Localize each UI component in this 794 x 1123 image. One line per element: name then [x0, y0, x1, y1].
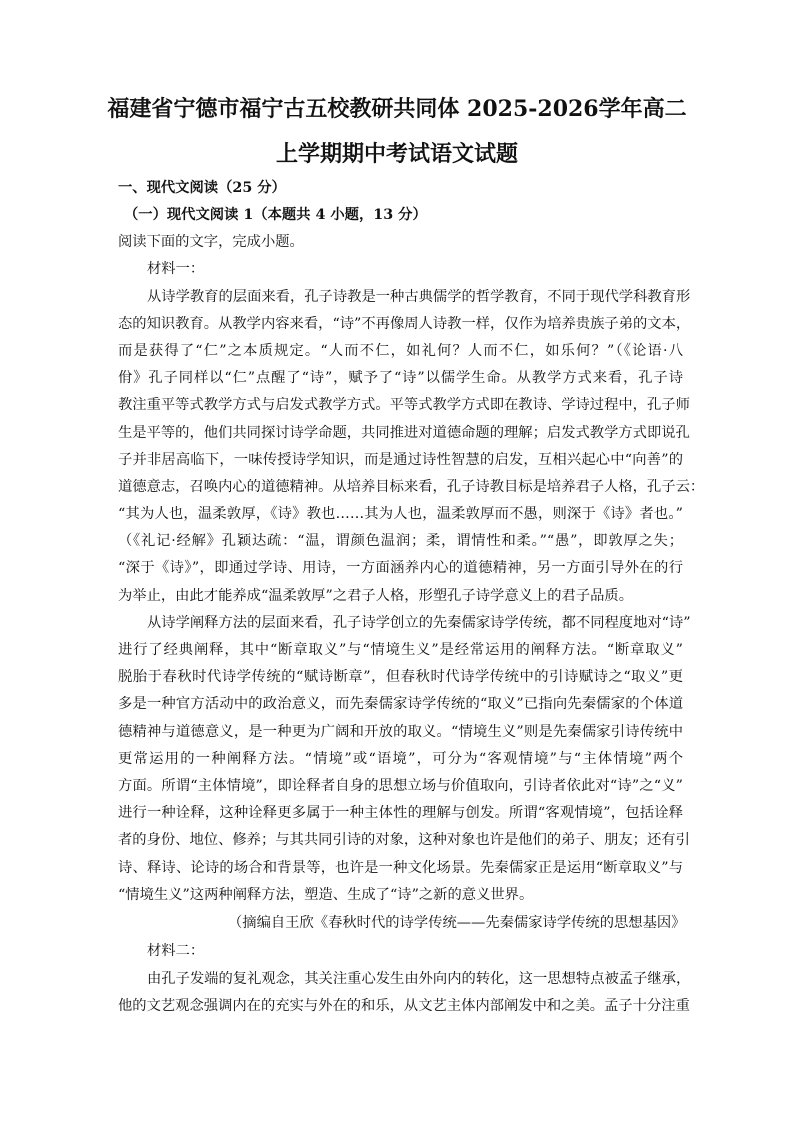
material-1-line: 教注重平等式教学方式与启发式教学方式。平等式教学方式即在教诗、学诗过程中，孔子师: [118, 397, 690, 413]
section-heading: 一、现代文阅读（25 分）: [118, 180, 286, 196]
material-1-line: 德精神与道德意义，是一种更为广阔和开放的取义。“情境生义”则是先秦儒家引诗传统中: [118, 724, 683, 740]
section-subheading: （一）现代文阅读 1（本题共 4 小题，13 分）: [124, 207, 427, 223]
material-1-source: （摘编自王欣《春秋时代的诗学传统——先秦儒家诗学传统的思想基因》: [228, 915, 686, 931]
material-1-line: 诗、释诗、论诗的场合和背景等，也许是一种文化场景。先秦儒家正是运用“断章取义”与: [118, 860, 683, 876]
material-1-line: 者的身份、地位、修养；与其共同引诗的对象，这种对象也许是他们的弟子、朋友；还有引: [118, 832, 690, 848]
material-1-line: 脱胎于春秋时代诗学传统的“赋诗断章”，但春秋时代诗学传统中的引诗赋诗之“取义”更: [118, 669, 683, 685]
material-1-line: “情境生义”这两种阐释方法，塑造、生成了“诗”之新的意义世界。: [118, 887, 534, 903]
material-1-line: “其为人也，温柔敦厚，《诗》教也……其为人也，温柔敦厚而不愚，则深于《诗》者也。”: [118, 506, 683, 522]
material-1-line: （《礼记·经解》孔颖达疏：“温，谓颜色温润；柔，谓情性和柔。”“愚”，即敦厚之失；: [118, 533, 683, 549]
material-1-line: 进行了经典阐释，其中“断章取义”与“情境生义”是经常运用的阐释方法。“断章取义”: [118, 642, 683, 658]
material-1-label: 材料一：: [147, 261, 205, 277]
material-1-line: 从诗学阐释方法的层面来看，孔子诗学创立的先秦儒家诗学传统，都不同程度地对“诗”: [147, 615, 691, 631]
material-1-line: 更常运用的一种阐释方法。“情境”或“语境”，可分为“客观情境”与“主体情境”两个: [118, 751, 683, 767]
material-2-label: 材料二：: [147, 943, 205, 959]
material-1-line: 道德意志，召唤内心的道德精神。从培养目标来看，孔子诗教目标是培养君子人格，孔子云：: [118, 479, 705, 495]
document-title-line-2: 上学期期中考试语文试题: [275, 141, 518, 167]
material-2-line: 他的文艺观念强调内在的充实与外在的和乐，从文艺主体内部阐发中和之美。孟子十分注重: [118, 998, 690, 1014]
material-1-line: 进行一种诠释，这种诠释更多属于一种主体性的理解与创发。所谓“客观情境”，包括诠释: [118, 805, 683, 821]
material-1-line: 态的知识教育。从教学内容来看，“诗”不再像周人诗教一样，仅作为培养贵族子弟的文本，: [118, 316, 691, 332]
material-1-line: 生是平等的，他们共同探讨诗学命题，共同推进对道德命题的理解；启发式教学方式即说孔: [118, 425, 690, 441]
material-1-line: 而是获得了“仁”之本质规定。“人而不仁，如礼何？人而不仁，如乐何？”（《论语·八: [118, 343, 683, 359]
material-1-line: 子并非居高临下，一味传授诗学知识，而是通过诗性智慧的启发，互相兴起心中“向善”的: [118, 452, 683, 468]
material-1-line: 为举止，由此才能养成“温柔敦厚”之君子人格，形塑孔子诗学意义上的君子品质。: [118, 588, 634, 604]
document-title-line-1: 福建省宁德市福宁古五校教研共同体 2025-2026学年高二: [107, 96, 687, 122]
material-1-line: “深于《诗》”，即通过学诗、用诗，一方面涵养内心的道德精神，另一方面引导外在的行: [118, 560, 683, 576]
material-1-line: 方面。所谓“主体情境”，即诠释者自身的思想立场与价值取向，引诗者依此对“诗”之“义”: [118, 778, 683, 794]
material-1-line: 从诗学教育的层面来看，孔子诗教是一种古典儒学的哲学教育，不同于现代学科教育形: [147, 289, 691, 305]
reading-instruction: 阅读下面的文字，完成小题。: [118, 234, 304, 250]
material-1-line: 多是一种官方活动中的政治意义，而先秦儒家诗学传统的“取义”已指向先秦儒家的个体道: [118, 696, 683, 712]
material-1-line: 佾》孔子同样以“仁”点醒了“诗”，赋予了“诗”以儒学生命。从教学方式来看，孔子诗: [118, 370, 683, 386]
material-2-line: 由孔子发端的复礼观念，其关注重心发生由外向内的转化，这一思想特点被孟子继承，: [147, 971, 691, 987]
